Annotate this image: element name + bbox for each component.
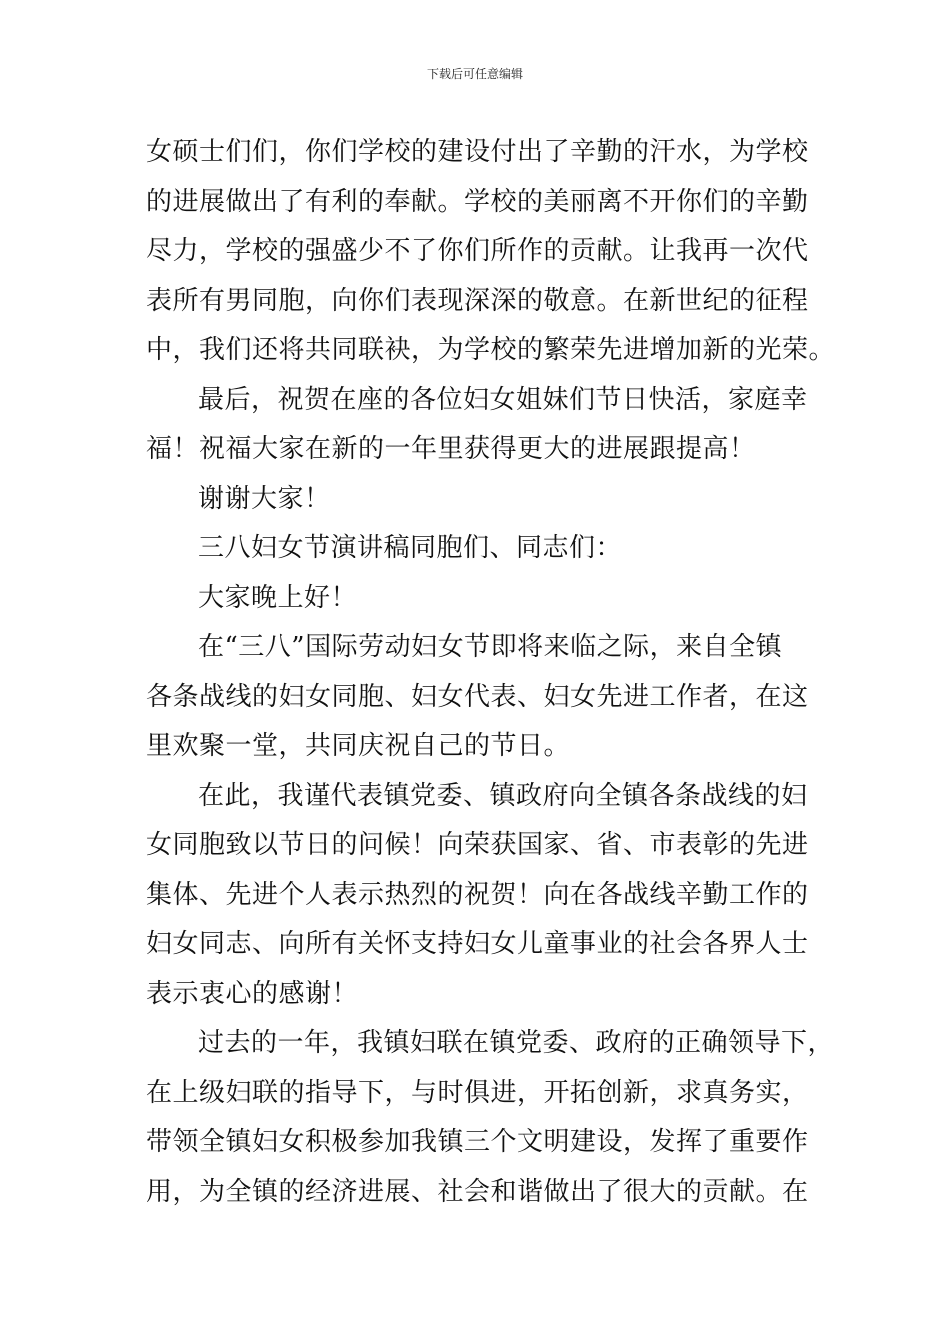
text-line: 在此，我谨代表镇党委、镇政府向全镇各条战线的妇 (198, 780, 808, 811)
text-line: 中，我们还将共同联袂，为学校的繁荣先进增加新的光荣。 (146, 335, 836, 365)
text-line: 最后，祝贺在座的各位妇女姐妹们节日快活，家庭幸 (198, 384, 808, 415)
text-line: 谢谢大家！ (198, 483, 331, 514)
text-line: 在“三八”国际劳动妇女节即将来临之际，来自全镇 (198, 632, 783, 662)
text-line: 女硕士们们，你们学校的建设付出了辛勤的汗水，为学校 (146, 137, 809, 167)
text-line: 妇女同志、向所有关怀支持妇女儿童事业的社会各界人士 (146, 929, 809, 959)
text-line: 表示衷心的感谢！ (146, 978, 359, 1009)
text-line: 尽力，学校的强盛少不了你们所作的贡献。让我再一次代 (146, 236, 809, 266)
text-line: 用，为全镇的经济进展、社会和谐做出了很大的贡献。在 (146, 1176, 809, 1207)
text-line: 各条战线的妇女同胞、妇女代表、妇女先进工作者，在这 (146, 681, 809, 712)
text-line: 过去的一年，我镇妇联在镇党委、政府的正确领导下， (198, 1028, 835, 1058)
text-line: 在上级妇联的指导下，与时俱进，开拓创新，求真务实， (146, 1077, 809, 1108)
text-line: 女同胞致以节日的问候！向荣获国家、省、市表彰的先进 (146, 830, 809, 860)
text-line: 福！祝福大家在新的一年里获得更大的进展跟提高！ (146, 434, 756, 464)
text-line: 大家晚上好！ (198, 582, 358, 613)
text-line: 集体、先进个人表示热烈的祝贺！向在各战线辛勤工作的 (146, 879, 809, 910)
text-line: 三八妇女节演讲稿同胞们、同志们： (198, 533, 623, 563)
text-line: 带领全镇妇女积极参加我镇三个文明建设，发挥了重要作 (146, 1127, 809, 1157)
text-line: 里欢聚一堂，共同庆祝自己的节日。 (146, 731, 571, 761)
text-line: 的进展做出了有利的奉献。学校的美丽离不开你们的辛勤 (146, 186, 809, 217)
text-line: 表所有男同胞，向你们表现深深的敬意。在新世纪的征程 (146, 285, 809, 316)
page-header: 下载后可任意编辑 (426, 67, 523, 81)
document-body (146, 128, 836, 1217)
